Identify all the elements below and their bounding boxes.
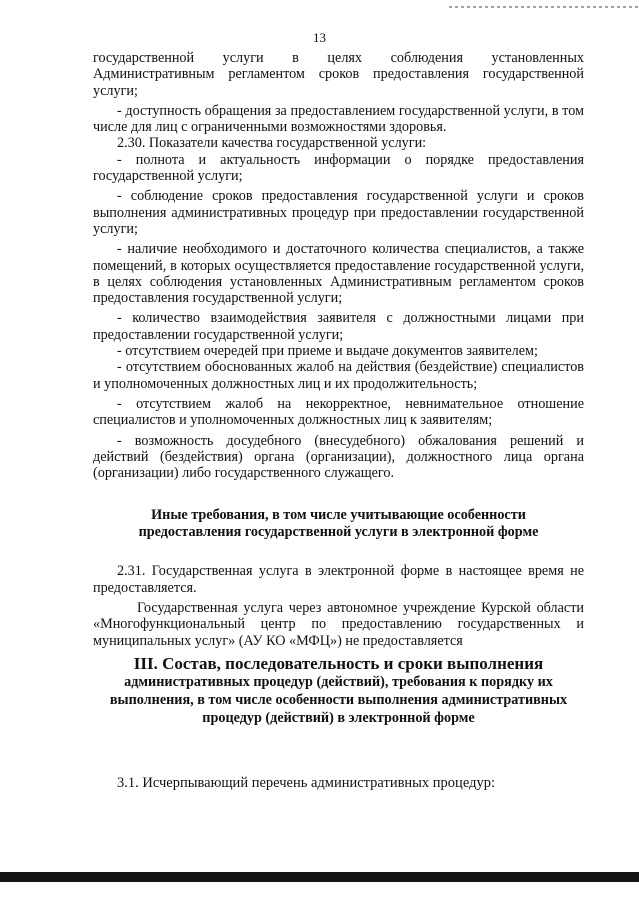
document-body [93,50,584,791]
scan-bottom-bar [0,872,639,882]
chapter-heading-line-2: административных процедур (действий), требования к порядку их [124,673,553,690]
chapter-heading-line-4: процедур (действий) в электронной форме [202,709,475,726]
section-heading [93,507,584,541]
list-item-appeal: - возможность досудебного (внесудебного) обжалования решений и действий (бездействия) органа (организации), должностного лица органа (организации) либо государственного служащего. [93,432,584,482]
section-heading-line-1: Иные требования, в том числе учитывающие особенности [151,507,526,524]
list-item-deadlines: - соблюдение сроков предоставления государственной услуги и сроков выполнения административных процедур при предоставлении государственной услуги; [93,188,584,237]
list-item-no-complaints: - отсутствием жалоб на некорректное, невнимательное отношение специалистов и уполномоченных должностных лиц к заявителям; [93,395,584,429]
paragraph-3-1: 3.1. Исчерпывающий перечень административных процедур: [117,774,495,791]
paragraph-continuation: государственной услуги в целях соблюдения установленных Административным регламентом сроков предоставления государственной услуги; [93,50,584,99]
list-item-complaints: - отсутствием обоснованных жалоб на действия (бездействие) специалистов и уполномоченных должностных лиц и их продолжительность; [93,359,584,392]
paragraph-accessibility: - доступность обращения за предоставлением государственной услуги, в том числе для лиц с ограниченными возможностями здоровья. [93,102,584,136]
list-item-completeness: - полнота и актуальность информации о порядке предоставления государственной услуги; [93,151,584,185]
chapter-heading-line-3: выполнения, в том числе особенности выполнения административных [109,691,568,708]
paragraph-2-31: 2.31. Государственная услуга в электронной форме в настоящее время не предоставляется. [93,563,584,596]
chapter-heading [93,655,584,727]
list-item-interactions: - количество взаимодействия заявителя с должностными лицами при предоставлении государственной услуги; [93,310,584,343]
scan-edge-artifact [449,6,639,8]
paragraph-quality-indicators: 2.30. Показатели качества государственной услуги: [117,135,427,152]
list-item-specialists: - наличие необходимого и достаточного количества специалистов, а также помещений, в которых осуществляется предоставление государственной услуги, в целях соблюдения установленных Административным регламентом сроков предоставления государственной услуги; [93,241,584,307]
list-item-queues: - отсутствием очередей при приеме и выдаче документов заявителем; [117,343,538,360]
chapter-heading-line-1: III. Состав, последовательность и сроки выполнения [133,653,544,673]
page-number: 13 [313,30,326,45]
section-heading-line-2: предоставления государственной услуги в электронной форме [138,524,539,541]
paragraph-mfc: Государственная услуга через автономное учреждение Курской области «Многофункциональный центр по предоставлению государственных и муниципальных услуг» (АУ КО «МФЦ») не предоставляется [93,600,584,649]
